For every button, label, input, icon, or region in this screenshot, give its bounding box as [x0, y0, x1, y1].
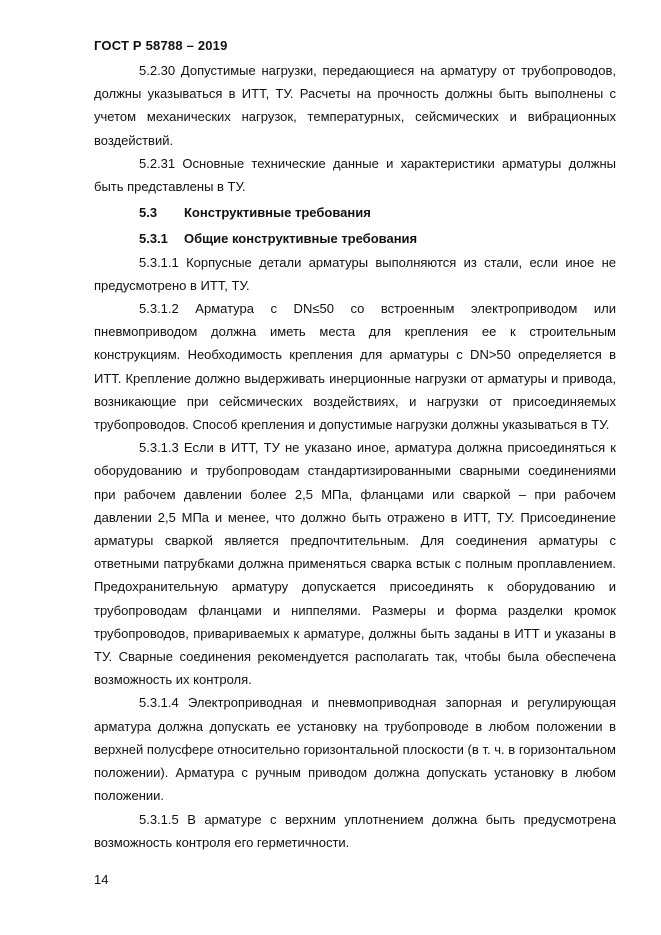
subsection-number: 5.3.1 — [139, 231, 168, 247]
paragraph-5-2-30: 5.2.30 Допустимые нагрузки, передающиеся на арматуру от трубопроводов, должны указываться в ИТТ, ТУ. Расчеты на прочность должны быть выполнены с учетом механических нагрузок, температурных, сейсмических и вибрационных воздействий. — [94, 63, 616, 148]
paragraph-5-3-1-2: 5.3.1.2 Арматура с DN≤50 со встроенным электроприводом или пневмоприводом должна иметь места для крепления ее к строительным конструкциям. Необходимость крепления для арматуры с DN>50 определяется в ИТТ. Крепление должно выдерживать инерционные нагрузки от арматуры и привода, возникающие при сейсмических воздействиях, и нагрузки от присоединяемых трубопроводов. Способ крепления и допустимые нагрузки должны указываться в ТУ. — [94, 301, 616, 433]
paragraph-5-2-31: 5.2.31 Основные технические данные и характеристики арматуры должны быть представлены в ТУ. — [94, 155, 616, 195]
paragraph-5-3-1-5: 5.3.1.5 В арматуре с верхним уплотнением должна быть предусмотрена возможность контроля его герметичности. — [94, 811, 616, 850]
paragraph-5-3-1-1: 5.3.1.1 Корпусные детали арматуры выполняются из стали, если иное не предусмотрено в ИТТ, ТУ. — [94, 254, 616, 293]
section-title: Конструктивные требования — [184, 205, 371, 221]
document-body — [94, 59, 616, 854]
section-number: 5.3 — [139, 205, 158, 221]
page-number: 14 — [94, 872, 109, 887]
paragraph-5-3-1-3: 5.3.1.3 Если в ИТТ, ТУ не указано иное, арматура должна присоединяться к оборудованию и трубопроводам стандартизированными сварными соединениями при рабочем давлении более 2,5 МПа, фланцами или сваркой – при рабочем давлении 2,5 МПа и менее, что должно быть отражено в ИТТ, ТУ. Присоединение арматуры сваркой является предпочтительным. Для соединения арматуры с ответными патрубками должна применяться сварка встык с полным проплавлением. Предохранительную арматуру допускается присоединять к оборудованию и трубопроводам фланцами и ниппелями. Размеры и форма разделки кромок трубопроводов, привариваемых к арматуре, должны быть заданы в ИТТ и указаны в ТУ. Сварные соединения рекомендуется располагать так, чтобы была обеспечена возможность их контроля. — [94, 440, 616, 688]
document-code-header: ГОСТ Р 58788 – 2019 — [94, 38, 228, 53]
subsection-title: Общие конструктивные требования — [184, 231, 418, 247]
paragraph-5-3-1-4: 5.3.1.4 Электроприводная и пневмоприводная запорная и регулирующая арматура должна допускать ее установку на трубопроводе в любом положении в верхней полусфере относительно горизонтальной плоскости (в т. ч. в горизонтальном положении). Арматура с ручным приводом должна допускать установку в любом положении. — [94, 695, 616, 804]
subsection-heading-5-3-1 — [94, 227, 616, 250]
section-heading-5-3 — [94, 201, 616, 224]
